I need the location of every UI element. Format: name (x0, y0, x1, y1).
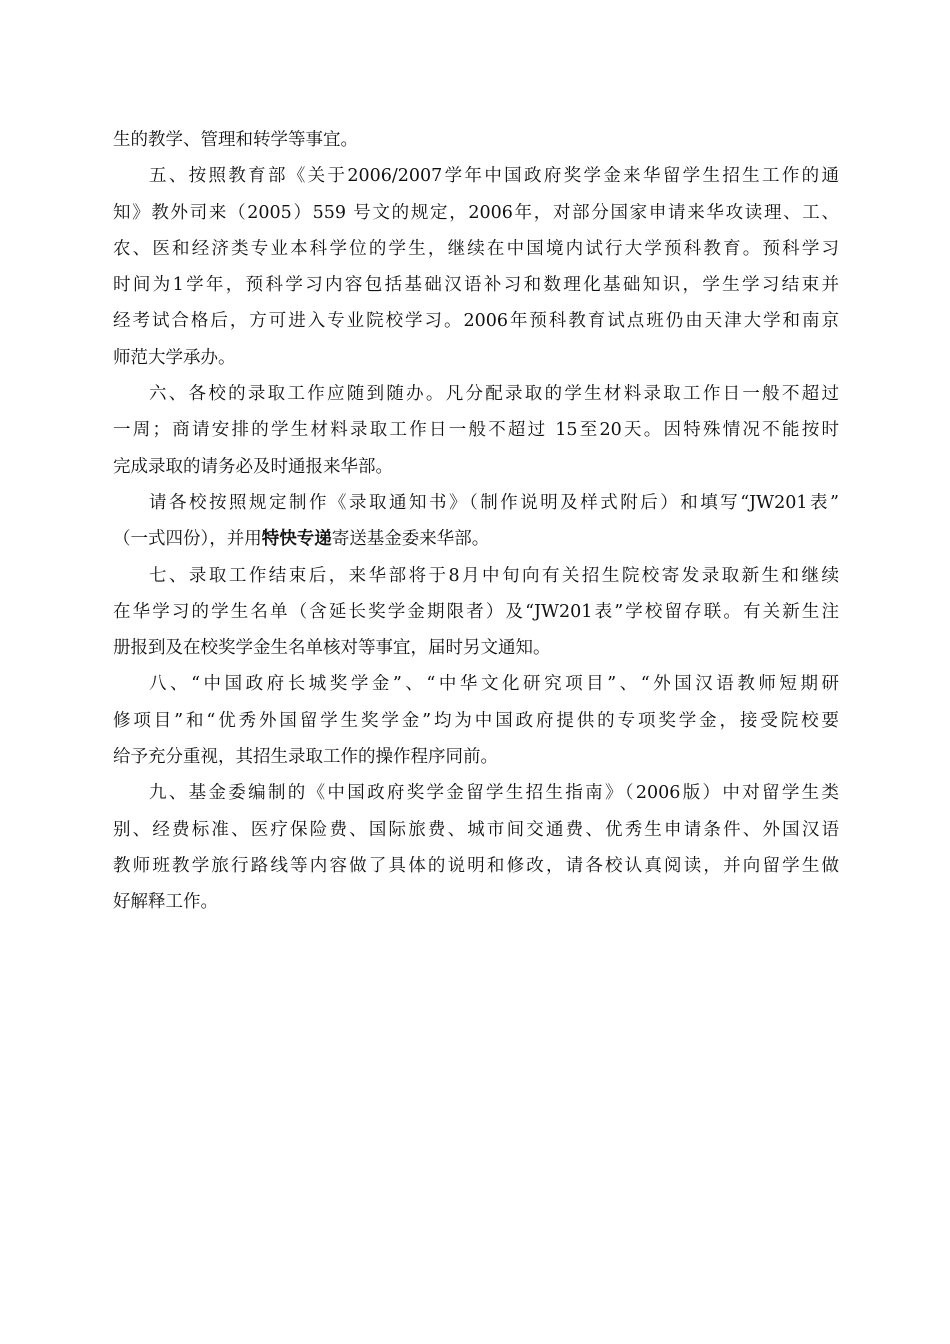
text-line: 完成录取的请务必及时通报来华部。 (113, 456, 393, 477)
text-line: 五、按照教育部《关于2006/2007学年中国政府奖学金来华留学生招生工作的通 (149, 166, 839, 187)
text-line: 时间为1学年，预科学习内容包括基础汉语补习和数理化基础知识，学生学习结束并 (113, 275, 839, 296)
text-line: 在华学习的学生名单（含延长奖学金期限者）及“JW201表”学校留存联。有关新生注 (113, 601, 839, 622)
text-line: 册报到及在校奖学金生名单核对等事宜，届时另文通知。 (113, 638, 551, 659)
text-line: 好解释工作。 (113, 892, 218, 913)
text-line: 生的教学、管理和转学等事宜。 (113, 130, 358, 150)
text-line: 知》教外司来（2005）559 号文的规定，2006年，对部分国家申请来华攻读理、工、 (113, 202, 839, 223)
text-line: 请各校按照规定制作《录取通知书》（制作说明及样式附后）和填写“JW201表” (149, 492, 839, 513)
text-segment: 寄送基金委来华部。 (331, 529, 490, 550)
text-line: 八、“中国政府长城奖学金”、“中华文化研究项目”、“外国汉语教师短期研 (149, 674, 839, 695)
text-line (113, 521, 839, 557)
text-line: 六、各校的录取工作应随到随办。凡分配录取的学生材料录取工作日一般不超过 (149, 384, 839, 405)
text-line: 教师班教学旅行路线等内容做了具体的说明和修改，请各校认真阅读，并向留学生做 (113, 855, 839, 876)
text-line: 农、医和经济类专业本科学位的学生，继续在中国境内试行大学预科教育。预科学习 (113, 238, 839, 259)
text-segment: （一式四份），并用 (113, 529, 262, 550)
document-body (113, 122, 839, 921)
text-line: 别、经费标准、医疗保险费、国际旅费、城市间交通费、优秀生申请条件、外国汉语 (113, 819, 839, 840)
text-line: 九、基金委编制的《中国政府奖学金留学生招生指南》（2006版）中对留学生类 (149, 783, 839, 804)
text-line: 一周；商请安排的学生材料录取工作日一般不超过 15至20天。因特殊情况不能按时 (113, 420, 839, 441)
text-line: 修项目”和“优秀外国留学生奖学金”均为中国政府提供的专项奖学金，接受院校要 (113, 710, 839, 731)
text-line: 七、录取工作结束后，来华部将于8月中旬向有关招生院校寄发录取新生和继续 (149, 565, 839, 586)
emphasis-text: 特快专递 (261, 529, 332, 550)
text-line: 师范大学承办。 (113, 347, 236, 368)
text-line: 经考试合格后，方可进入专业院校学习。2006年预科教育试点班仍由天津大学和南京 (113, 311, 839, 332)
text-line: 给予充分重视，其招生录取工作的操作程序同前。 (113, 747, 498, 768)
